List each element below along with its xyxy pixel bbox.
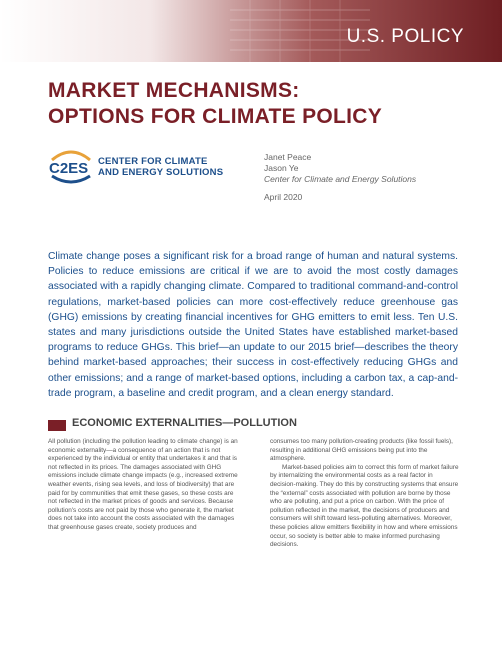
- logo-line-1: CENTER FOR CLIMATE: [98, 156, 208, 167]
- header-banner: [0, 0, 502, 62]
- intro-paragraph: Climate change poses a significant risk for a broad range of human and natural systems. Policies to reduce emissions are critical if we are to avoid the most costly damages associated with a rapidly changing climate. Compared to traditional command-and-control regulations, market-based policies can more cost-effectively reduce greenhouse gas (GHG) emissions by creating financial incentives for GHG emitters to emit less. Ten U.S. states and many jurisdictions outside the United States have established market-based programs to reduce GHGs. This brief—an update to our 2015 brief—describes the theory behind market-based approaches; their success in cost-effectively reducing GHGs and other emissions; and a range of market-based options, including a carbon tax, a cap-and-trade program, a baseline and credit program, and a clean energy standard.: [48, 251, 458, 399]
- logo-wordmark: [98, 156, 223, 178]
- author-1: Janet Peace: [264, 152, 312, 162]
- logo-mark-text: C2ES: [49, 160, 89, 177]
- section-title: ECONOMIC EXTERNALITIES—POLLUTION: [72, 417, 297, 429]
- author-organization: Center for Climate and Energy Solutions: [264, 174, 417, 184]
- body-paragraph: Market-based policies aim to correct this form of market failure by internalizing the environmental costs as a real factor in decision-making. They do this by constructing systems that ensure the “external” costs associated with pollution are borne by those who are polluting, and put a price on carbon. With the price of pollution reflected in the market, the decisions of producers and consumers will shift toward less-polluting alternatives. Moreover, these policies allow emitters flexibility in how and where emissions occur, so society is better able to make informed purchasing decisions.: [270, 463, 459, 549]
- title-line-2: OPTIONS FOR CLIMATE POLICY: [48, 105, 383, 128]
- author-2: Jason Ye: [264, 163, 299, 173]
- body-column-left: [48, 438, 238, 533]
- body-paragraph: All pollution (including the pollution leading to climate change) is an economic externality—a consequence of an action that is not experienced by the individual or entity that undertakes it and that is not reflected in its prices. The damages associated with GHG emissions include climate change impacts (e.g., increased extreme weather events, rising sea levels, and loss of biodiversity) that are paid for by communities that emit these gases, so these costs are not reflected in the market prices of goods and services. Because pollution's costs are not paid by those who generate it, the market does not take into account the costs associated with the damages that greenhouse gases create, society produces and: [48, 438, 238, 531]
- body-paragraph: consumes too many pollution-creating products (like fossil fuels), resulting in additional GHG emissions being put into the atmosphere.: [270, 438, 453, 463]
- title-line-1: MARKET MECHANISMS:: [48, 79, 300, 102]
- series-label: U.S. POLICY: [346, 26, 464, 47]
- publication-date: April 2020: [264, 192, 303, 202]
- section-heading: [48, 417, 458, 433]
- body-column-right: [270, 438, 460, 550]
- section-marker: [48, 420, 66, 431]
- c2es-logo: [48, 142, 228, 192]
- document-title: [48, 78, 468, 130]
- c2es-logo-mark: [48, 142, 94, 188]
- author-block: [264, 152, 416, 185]
- logo-line-2: AND ENERGY SOLUTIONS: [98, 167, 224, 178]
